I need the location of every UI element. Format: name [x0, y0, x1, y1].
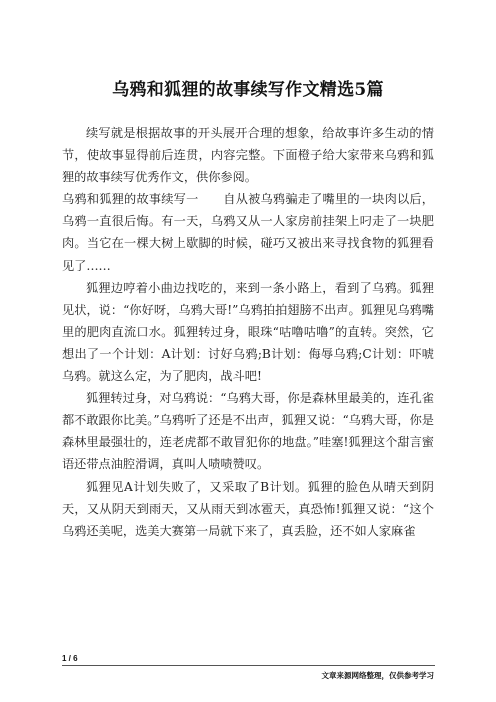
paragraph-part-one-opening: 乌鸦和狐狸的故事续写一 自从被乌鸦骗走了嘴里的一块肉以后，乌鸦一直很后悔。有一天，乌鸦又从一人家房前挂架上叼走了一块肥肉。当它在一棵大树上歇脚的时候，碰巧又被出来寻找食物的狐狸看见了……: [62, 192, 434, 273]
paragraph-fox-plan: 狐狸边哼着小曲边找吃的，来到一条小路上，看到了乌鸦。狐狸见状，说：“你好呀，乌鸦大哥!”乌鸦拍拍翅膀不出声。狐狸见乌鸦嘴里的肥肉直流口水。狐狸转过身，眼珠“咕噜咕噜”的直转。突然，它想出了一个计划：A计划：讨好乌鸦;B计划：侮辱乌鸦;C计划：吓唬乌鸦。就这么定，为了肥肉，战斗吧!: [62, 280, 434, 384]
paragraph-intro: 续写就是根据故事的开头展开合理的想象，给故事许多生动的情节，使故事显得前后连贯，内容完整。下面橙子给大家带来乌鸦和狐狸的故事续写优秀作文，供你参阅。: [62, 126, 434, 185]
page-number: 1 / 6: [62, 654, 78, 663]
document-body: [62, 122, 434, 542]
document-title: 乌鸦和狐狸的故事续写作文精选5篇: [112, 80, 384, 100]
footer-divider: [62, 665, 435, 666]
paragraph-fox-flattery: 狐狸转过身，对乌鸦说：“乌鸦大哥，你是森林里最美的，连孔雀都不敢跟你比美。”乌鸦听了还是不出声，狐狸又说：“乌鸦大哥，你是森林里最强壮的，连老虎都不敢冒犯你的地盘。”哇塞!狐狸这个甜言蜜语还带点油腔滑调，真叫人啧啧赞叹。: [62, 391, 434, 472]
source-note: 文章来源网络整理，仅供参考学习: [321, 671, 434, 680]
paragraph-fox-plan-b: 狐狸见A计划失败了，又采取了B计划。狐狸的脸色从晴天到阴天，又从阴天到雨天，又从雨天到冰雹天，真恐怖!狐狸又说：“这个乌鸦还美呢，选美大赛第一局就下来了，真丢脸，还不如人家麻雀: [62, 479, 434, 538]
